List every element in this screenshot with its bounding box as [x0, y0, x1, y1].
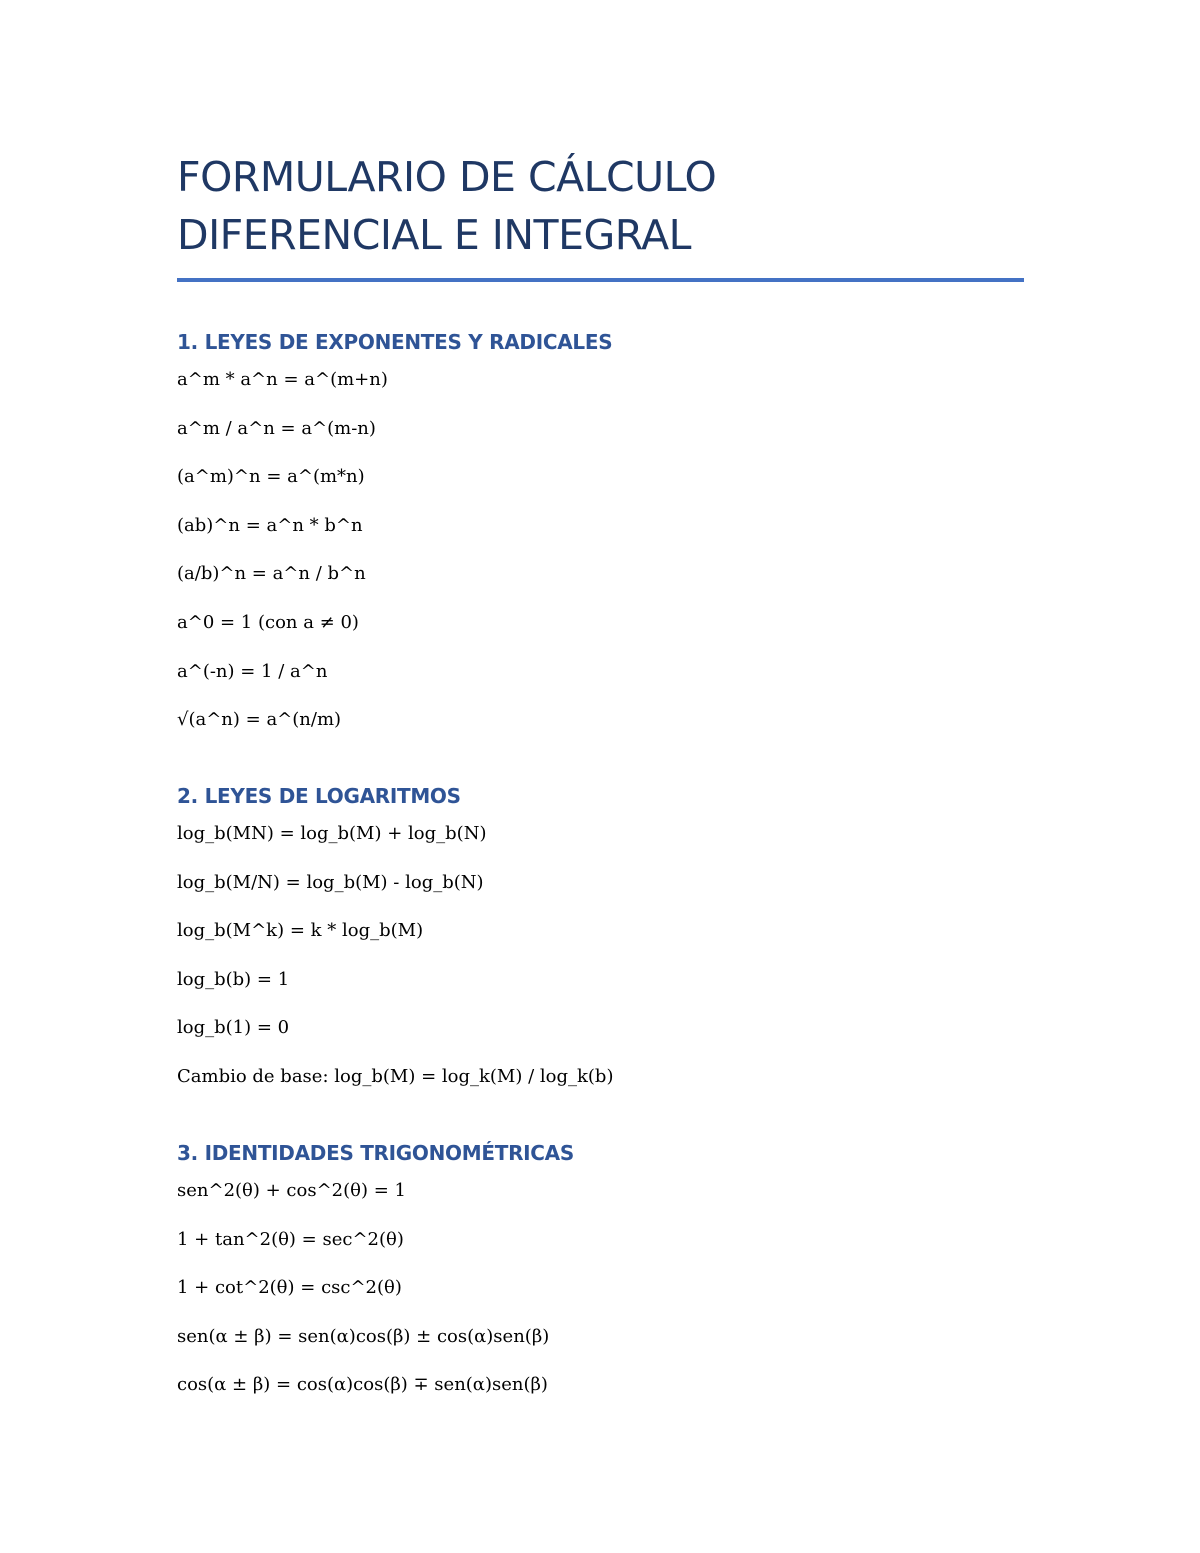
- title-line-2: DIFERENCIAL E INTEGRAL: [177, 211, 691, 259]
- formula-list: [177, 1167, 1024, 1410]
- section-heading: 1. LEYES DE EXPONENTES Y RADICALES: [177, 330, 613, 354]
- formula-list: [177, 356, 1024, 745]
- formula-line: sen(α ± β) = sen(α)cos(β) ± cos(α)sen(β): [177, 1325, 550, 1347]
- title-underline-rule: [177, 278, 1024, 282]
- section-heading: 3. IDENTIDADES TRIGONOMÉTRICAS: [177, 1141, 574, 1165]
- formula-list: [177, 810, 1024, 1102]
- formula-line: sen^2(θ) + cos^2(θ) = 1: [177, 1180, 406, 1201]
- title-line-1: FORMULARIO DE CÁLCULO: [177, 153, 717, 201]
- formula-line: 1 + cot^2(θ) = csc^2(θ): [177, 1277, 402, 1299]
- formula-line: log_b(1) = 0: [177, 1017, 290, 1039]
- formula-line: √(a^n) = a^(n/m): [177, 709, 342, 731]
- formula-line: 1 + tan^2(θ) = sec^2(θ): [177, 1228, 404, 1250]
- document-page: [177, 148, 1024, 1396]
- formula-line: (a/b)^n = a^n / b^n: [177, 563, 366, 585]
- formula-line: a^m / a^n = a^(m-n): [177, 417, 376, 439]
- formula-line: (a^m)^n = a^(m*n): [177, 466, 365, 488]
- formula-line: a^m * a^n = a^(m+n): [177, 369, 388, 390]
- formula-line: a^0 = 1 (con a ≠ 0): [177, 611, 359, 633]
- section-heading: 2. LEYES DE LOGARITMOS: [177, 784, 461, 808]
- section-exponents: [177, 328, 1024, 745]
- formula-line: (ab)^n = a^n * b^n: [177, 514, 363, 536]
- document-title: [177, 148, 1024, 264]
- formula-line: log_b(MN) = log_b(M) + log_b(N): [177, 823, 487, 844]
- formula-line: cos(α ± β) = cos(α)cos(β) ∓ sen(α)sen(β): [177, 1374, 548, 1396]
- section-logarithms: [177, 782, 1024, 1102]
- section-trigonometric-identities: [177, 1139, 1024, 1410]
- formula-line: log_b(M/N) = log_b(M) - log_b(N): [177, 871, 484, 893]
- formula-line: a^(-n) = 1 / a^n: [177, 660, 328, 682]
- formula-line: log_b(M^k) = k * log_b(M): [177, 920, 424, 942]
- formula-line: log_b(b) = 1: [177, 968, 290, 990]
- formula-line: Cambio de base: log_b(M) = log_k(M) / log_k(b): [177, 1065, 614, 1087]
